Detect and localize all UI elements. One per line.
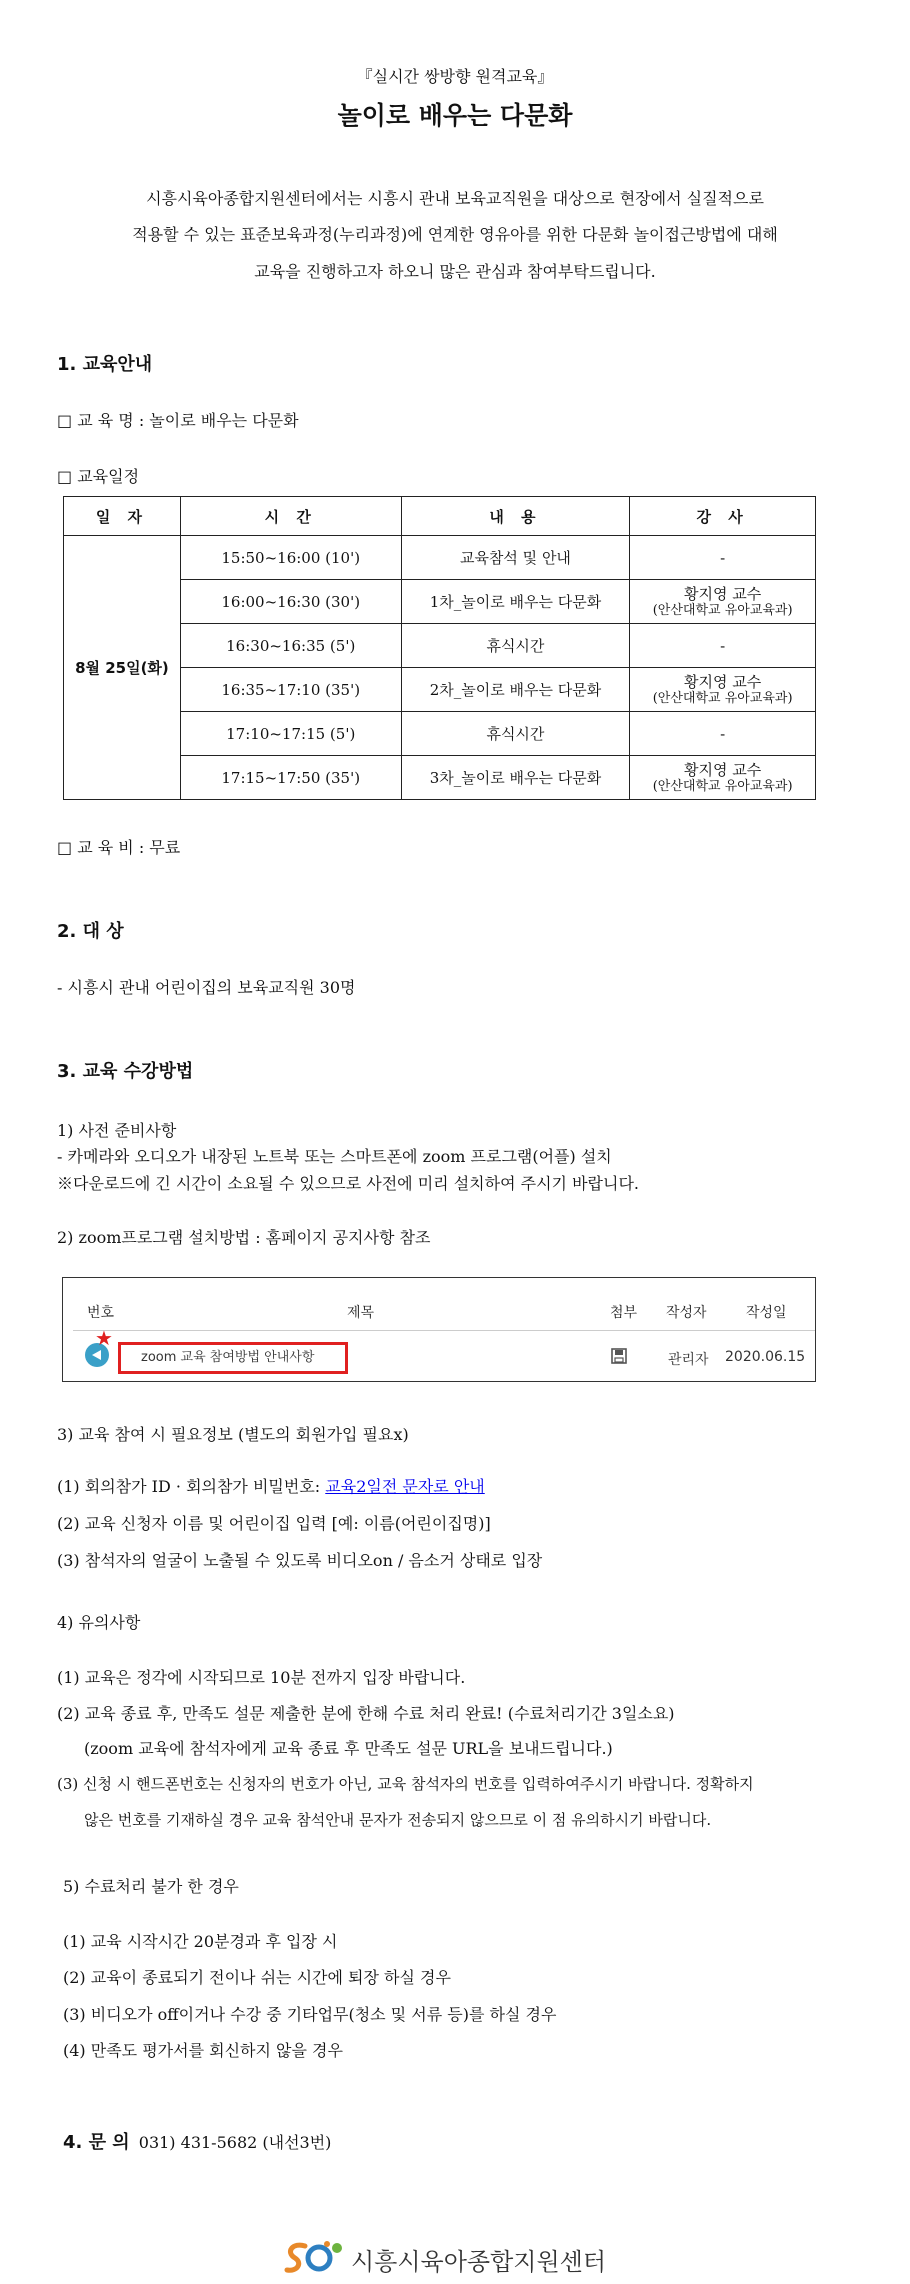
- time-cell: 17:10~17:15 (5'): [180, 712, 401, 756]
- content-cell: 3차_놀이로 배우는 다문화: [401, 756, 630, 800]
- time-cell: 16:30~16:35 (5'): [180, 624, 401, 668]
- notice-title-link[interactable]: zoom 교육 참여방법 안내사항: [118, 1342, 348, 1374]
- intro-line-3: 교육을 진행하고자 하오니 많은 관심과 참여부탁드립니다.: [254, 262, 656, 281]
- header-content: 내 용: [401, 497, 630, 536]
- event-subtitle: 『실시간 쌍방향 원격교육』: [356, 67, 554, 86]
- instructor-cell: [630, 756, 816, 800]
- col-author: 작성자: [666, 1305, 707, 1321]
- notice-board-capture: [62, 1277, 816, 1382]
- table-header-row: [64, 497, 816, 536]
- time-cell: 17:15~17:50 (35'): [180, 756, 401, 800]
- time-cell: 16:00~16:30 (30'): [180, 580, 401, 624]
- schedule-label: □ 교육일정: [57, 467, 140, 486]
- contact: [63, 2128, 331, 2154]
- instructor-name: 황지영 교수: [684, 672, 762, 691]
- logo-mark-icon: [283, 2240, 345, 2276]
- prep-line-1: - 카메라와 오디오가 내장된 노트북 또는 스마트폰에 zoom 프로그램(어플) 설치: [57, 1147, 612, 1166]
- info-1-label: (1) 회의참가 ID · 회의참가 비밀번호:: [57, 1477, 326, 1496]
- col-date: 작성일: [746, 1305, 787, 1321]
- course-name: □ 교 육 명 : 놀이로 배우는 다문화: [57, 411, 299, 430]
- section-4-heading: 4. 문 의: [63, 2132, 130, 2153]
- prep-line-2: ※다운로드에 긴 시간이 소요될 수 있으므로 사전에 미리 설치하여 주시기 바랍니다.: [57, 1174, 639, 1193]
- instructor-name: 황지영 교수: [684, 584, 762, 603]
- content-cell: 휴식시간: [401, 712, 630, 756]
- content-cell: 2차_놀이로 배우는 다문화: [401, 668, 630, 712]
- date-cell: 8월 25일(화): [64, 536, 181, 800]
- instructor-cell: [630, 624, 816, 668]
- note-1: (1) 교육은 정각에 시작되므로 10분 전까지 입장 바랍니다.: [57, 1668, 466, 1687]
- content-cell: 휴식시간: [401, 624, 630, 668]
- fail-3: (3) 비디오가 off이거나 수강 중 기타업무(청소 및 서류 등)를 하실 경우: [63, 2005, 557, 2024]
- contact-phone: 031) 431-5682 (내선3번): [138, 2133, 332, 2152]
- instructor-cell: [630, 712, 816, 756]
- info-title: 3) 교육 참여 시 필요정보 (별도의 회원가입 필요x): [57, 1425, 409, 1444]
- target-audience: - 시흥시 관내 어린이집의 보육교직원 30명: [57, 978, 356, 997]
- instructor-cell: [630, 668, 816, 712]
- fail-1: (1) 교육 시작시간 20분경과 후 입장 시: [63, 1932, 338, 1951]
- instructor-affiliation: (안산대학교 유아교육과): [652, 602, 793, 618]
- schedule-table: [63, 496, 816, 800]
- header-instructor: 강 사: [630, 497, 816, 536]
- section-1-heading: 1. 교육안내: [57, 354, 153, 375]
- header-time: 시 간: [180, 497, 401, 536]
- col-title: 제목: [347, 1305, 375, 1321]
- section-2-heading: 2. 대 상: [57, 921, 124, 942]
- header-date: 일 자: [64, 497, 181, 536]
- info-line-3: (3) 참석자의 얼굴이 노출될 수 있도록 비디오on / 음소거 상태로 입장: [57, 1551, 543, 1570]
- install-method: 2) zoom프로그램 설치방법 : 홈페이지 공지사항 참조: [57, 1228, 431, 1247]
- note-2a: (2) 교육 종료 후, 만족도 설문 제출한 분에 한해 수료 처리 완료! (수료처리기간 3일소요): [57, 1704, 675, 1723]
- course-fee: □ 교 육 비 : 무료: [57, 838, 181, 857]
- note-3b: 않은 번호를 기재하실 경우 교육 참석안내 문자가 전송되지 않으므로 이 점 유의하시기 바랍니다.: [84, 1811, 712, 1829]
- col-attach: 첨부: [610, 1305, 638, 1321]
- note-3a: (3) 신청 시 핸드폰번호는 신청자의 번호가 아닌, 교육 참석자의 번호를 입력하여주시기 바랍니다. 정확하지: [57, 1775, 754, 1793]
- instructor-cell: [630, 580, 816, 624]
- row-author: 관리자: [668, 1352, 709, 1368]
- fail-4: (4) 만족도 평가서를 회신하지 않을 경우: [63, 2041, 343, 2060]
- col-number: 번호: [87, 1305, 115, 1321]
- instructor-name: -: [720, 636, 726, 655]
- info-line-2: (2) 교육 신청자 이름 및 어린이집 입력 [예: 이름(어린이집명)]: [57, 1514, 491, 1533]
- instructor-cell: [630, 536, 816, 580]
- table-row: [64, 536, 816, 580]
- info-line-1: [57, 1474, 485, 1497]
- intro-line-2: 적용할 수 있는 표준보육과정(누리과정)에 연계한 영유아를 위한 다문화 놀이접근방법에 대해: [132, 225, 778, 244]
- content-cell: 1차_놀이로 배우는 다문화: [401, 580, 630, 624]
- star-icon: ★: [95, 1326, 113, 1350]
- instructor-name: 황지영 교수: [684, 760, 762, 779]
- center-name: 시흥시육아종합지원센터: [351, 2248, 607, 2276]
- time-cell: 15:50~16:00 (10'): [180, 536, 401, 580]
- intro-line-1: 시흥시육아종합지원센터에서는 시흥시 관내 보육교직원을 대상으로 현장에서 실질적으로: [146, 189, 764, 208]
- fail-2: (2) 교육이 종료되기 전이나 쉬는 시간에 퇴장 하실 경우: [63, 1968, 451, 1987]
- fail-title: 5) 수료처리 불가 한 경우: [63, 1877, 239, 1896]
- row-date: 2020.06.15: [725, 1349, 806, 1365]
- instructor-name: -: [720, 548, 726, 567]
- prep-title: 1) 사전 준비사항: [57, 1121, 177, 1140]
- time-cell: 16:35~17:10 (35'): [180, 668, 401, 712]
- content-cell: 교육참석 및 안내: [401, 536, 630, 580]
- page-title: 놀이로 배우는 다문화: [337, 101, 573, 130]
- sms-notice-link[interactable]: 교육2일전 문자로 안내: [325, 1477, 485, 1496]
- section-3-heading: 3. 교육 수강방법: [57, 1061, 194, 1082]
- notes-title: 4) 유의사항: [57, 1613, 141, 1632]
- instructor-name: -: [720, 724, 726, 743]
- center-logo: [283, 2238, 623, 2278]
- note-2b: (zoom 교육에 참석자에게 교육 종료 후 만족도 설문 URL을 보내드립니다.): [84, 1739, 613, 1758]
- instructor-affiliation: (안산대학교 유아교육과): [652, 690, 793, 706]
- save-icon: [611, 1348, 627, 1364]
- header-divider: [73, 1330, 815, 1331]
- instructor-affiliation: (안산대학교 유아교육과): [652, 778, 793, 794]
